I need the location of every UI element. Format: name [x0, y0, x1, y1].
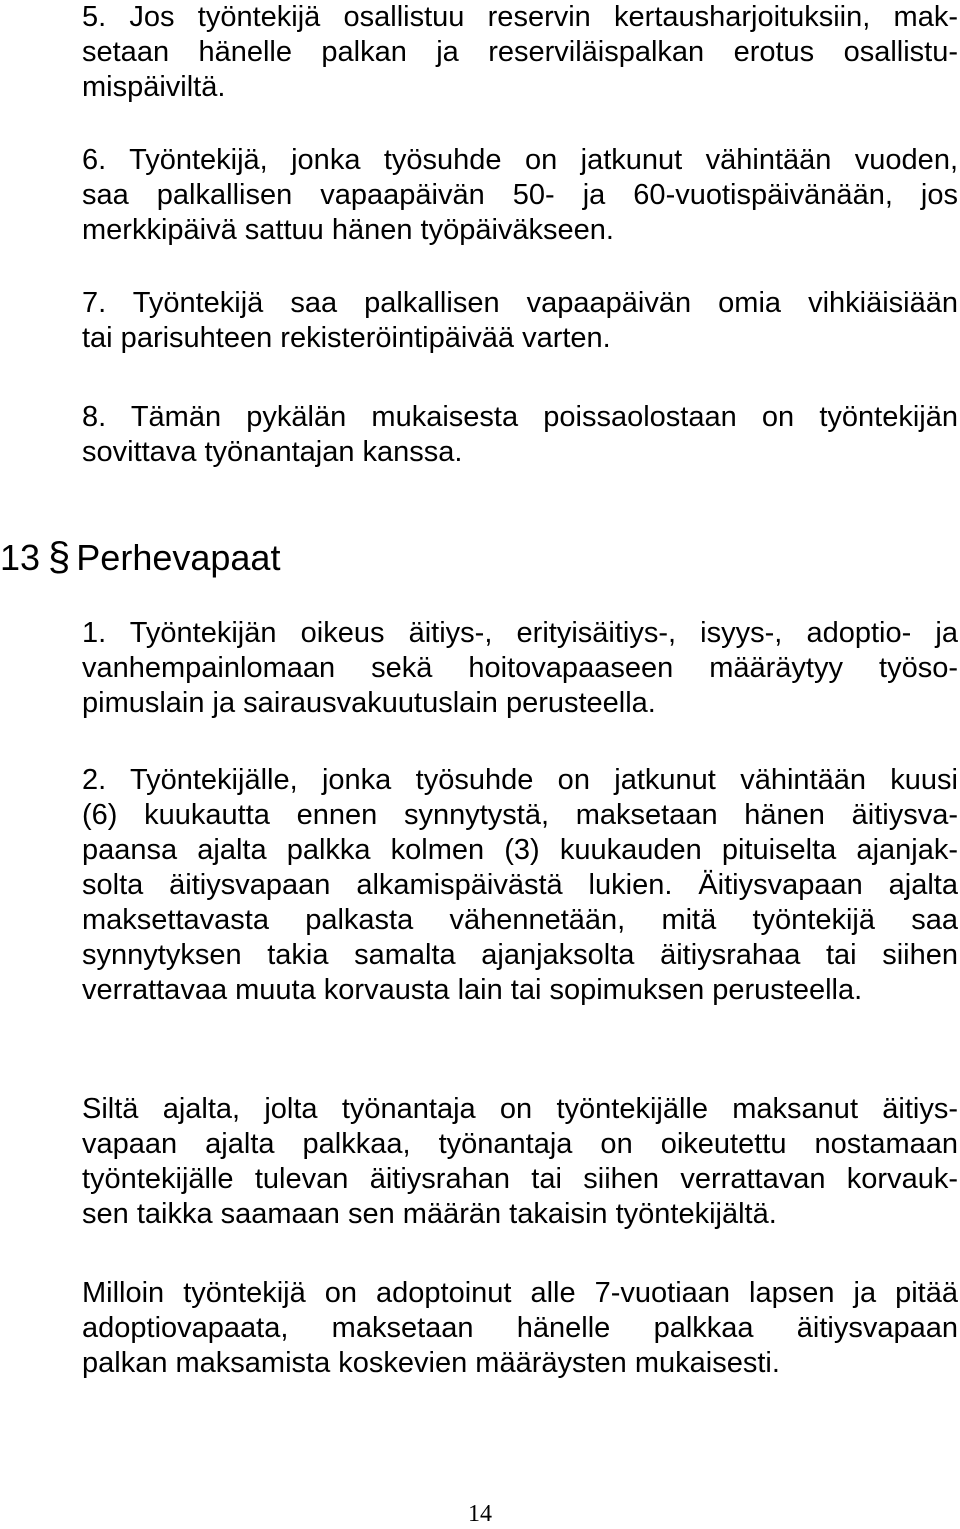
text-line: setaan hänelle palkan ja reserviläispalkan erotus osallistu- [82, 36, 958, 68]
text-line: merkkipäivä sattuu hänen työpäiväkseen. [82, 214, 614, 246]
text-line: työntekijälle tulevan äitiysrahan tai siihen verrattavan korvauk- [82, 1163, 958, 1195]
text-line: 6. Työntekijä, jonka työsuhde on jatkunut vähintään vuoden, [82, 144, 958, 176]
text-line: palkan maksamista koskevien määräysten mukaisesti. [82, 1347, 780, 1379]
text-line: Milloin työntekijä on adoptoinut alle 7-vuotiaan lapsen ja pitää [82, 1277, 958, 1309]
text-line: 1. Työntekijän oikeus äitiys-, erityisäitiys-, isyys-, adoptio- ja [82, 617, 958, 649]
text-line: vapaan ajalta palkkaa, työnantaja on oikeutettu nostamaan [82, 1128, 958, 1160]
section-symbol: § [48, 535, 71, 579]
text-line: (6) kuukautta ennen synnytystä, maksetaan hänen äitiysva- [82, 799, 958, 831]
text-line: sovittava työnantajan kanssa. [82, 436, 463, 468]
paragraph-section-1 [82, 616, 958, 721]
text-line: verrattavaa muuta korvausta lain tai sopimuksen perusteella. [82, 974, 863, 1006]
text-line: solta äitiysvapaan alkamispäivästä lukien. Äitiysvapaan ajalta [82, 869, 958, 901]
section-title: Perhevapaat [76, 537, 281, 578]
paragraph-adoption [82, 1276, 958, 1381]
paragraph-item-5 [82, 0, 958, 105]
text-line: 5. Jos työntekijä osallistuu reservin kertausharjoituksiin, mak- [82, 1, 958, 33]
text-line: tai parisuhteen rekisteröintipäivää varten. [82, 322, 611, 354]
text-line: Siltä ajalta, jolta työnantaja on työntekijälle maksanut äitiys- [82, 1093, 958, 1125]
paragraph-refund [82, 1092, 958, 1232]
text-line: mispäiviltä. [82, 71, 226, 103]
text-line: saa palkallisen vapaapäivän 50- ja 60-vuotispäivänään, jos [82, 179, 958, 211]
paragraph-item-7 [82, 286, 958, 356]
text-line: maksettavasta palkasta vähennetään, mitä työntekijä saa [82, 904, 958, 936]
page-number: 14 [468, 1501, 492, 1527]
paragraph-item-6 [82, 143, 958, 248]
text-line: 8. Tämän pykälän mukaisesta poissaolostaan on työntekijän [82, 401, 958, 433]
text-line: pimuslain ja sairausvakuutuslain perusteella. [82, 687, 656, 719]
text-line: paansa ajalta palkka kolmen (3) kuukauden pituiselta ajanjak- [82, 834, 958, 866]
text-line: vanhempainlomaan sekä hoitovapaaseen määräytyy työso- [82, 652, 958, 684]
text-line: adoptiovapaata, maksetaan hänelle palkkaa äitiysvapaan [82, 1312, 958, 1344]
text-line: sen taikka saamaan sen määrän takaisin työntekijältä. [82, 1198, 777, 1230]
text-line: synnytyksen takia samalta ajanjaksolta äitiysrahaa tai siihen [82, 939, 958, 971]
text-line: 7. Työntekijä saa palkallisen vapaapäivän omia vihkiäisiään [82, 287, 958, 319]
section-number: 13 [0, 537, 41, 578]
text-line: 2. Työntekijälle, jonka työsuhde on jatkunut vähintään kuusi [82, 764, 958, 796]
paragraph-section-2 [82, 763, 958, 1008]
section-heading [0, 537, 280, 578]
paragraph-item-8 [82, 400, 958, 470]
